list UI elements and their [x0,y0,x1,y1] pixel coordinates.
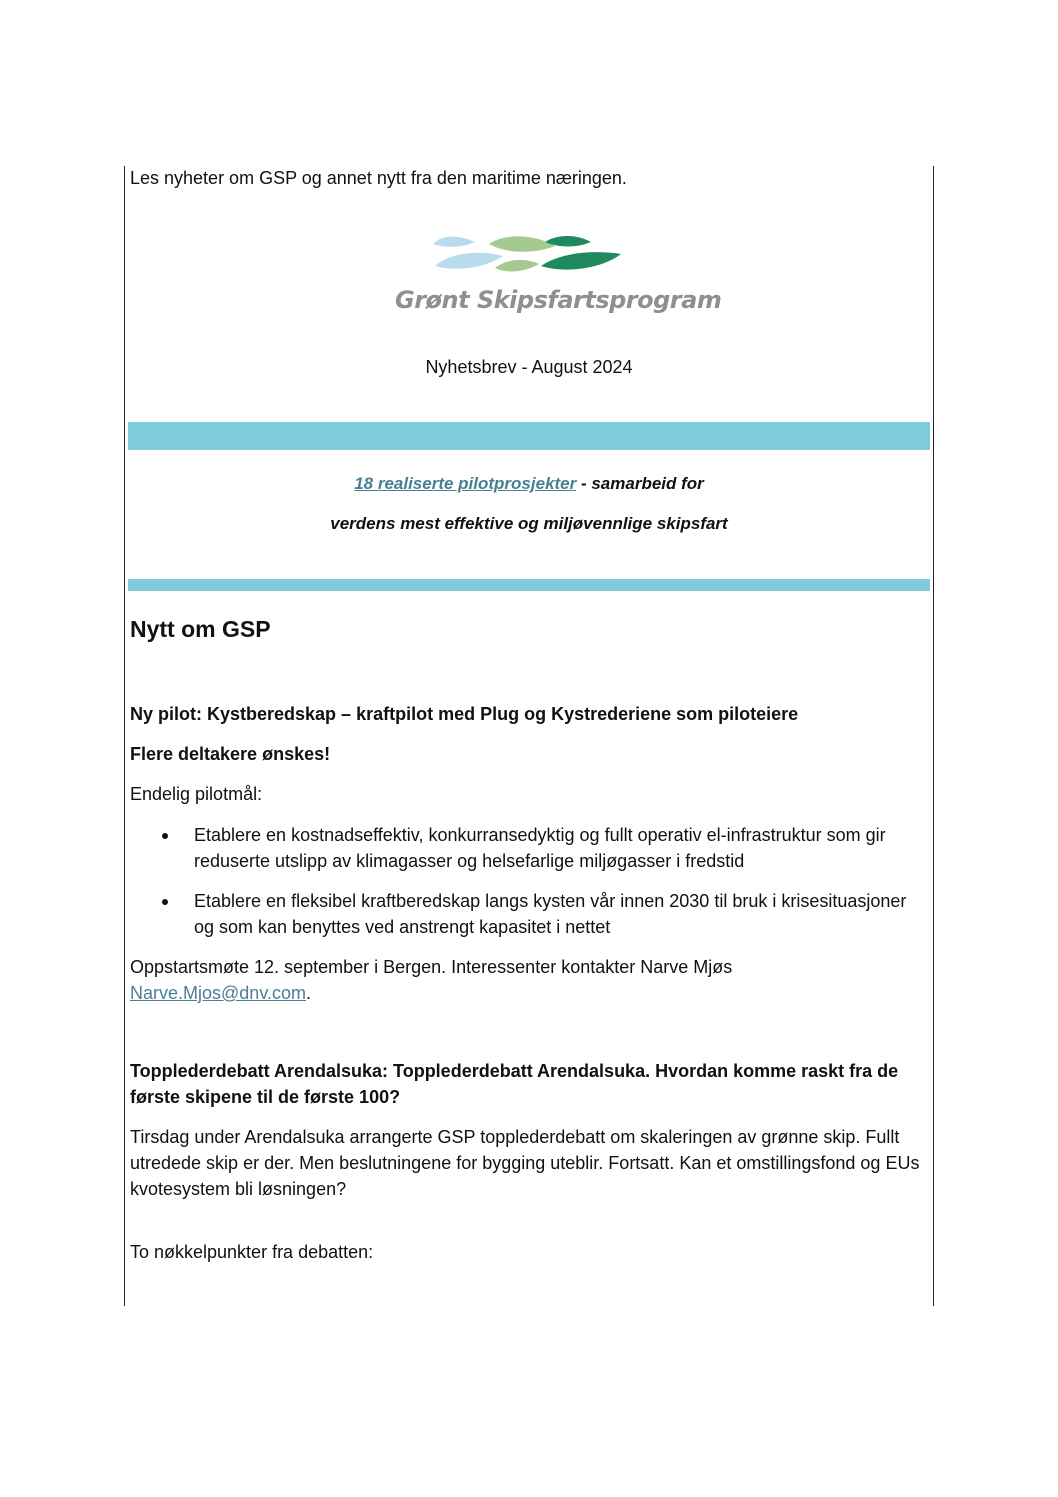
tagline-line-2: verdens mest effektive og miljøvennlige skipsfart [330,514,728,533]
goals-label: Endelig pilotmål: [130,784,263,804]
pilot-projects-link[interactable]: 18 realiserte pilotprosjekter [354,474,577,493]
section-title: Nytt om GSP [130,616,271,642]
tagline-line-1 [125,474,933,494]
tagline-rest: - samarbeid for [576,474,704,493]
contact-email-link[interactable]: Narve.Mjos@dnv.com [130,983,306,1003]
goals-list [130,822,930,954]
bottom-divider-band [128,579,930,591]
contact-suffix: . [305,983,311,1003]
bullet-icon [162,833,168,839]
intro-text: Les nyheter om GSP og annet nytt fra den maritime næringen. [130,168,627,188]
newsletter-date: Nyhetsbrev - August 2024 [425,357,633,377]
list-item [130,822,930,874]
article-2-body: Tirsdag under Arendalsuka arrangerte GSP topplederdebatt om skaleringen av grønne skip. Fullt utredede skip er der. Men beslutningene for bygging uteblir. Fortsatt. Kan et omstillingsfond og EUs kvotesystem bli løsningen? [130,1127,920,1199]
gsp-logo [395,232,722,322]
goal-text: Etablere en kostnadseffektiv, konkurransedyktig og fullt operativ el-infrastruktur som gir reduserte utslipp av klimagasser og helsefarlige miljøgasser i fredstid [194,825,886,871]
bullet-icon [162,899,168,905]
newsletter-frame [124,166,934,1306]
list-item [130,888,930,940]
wave-leaf-icon [395,232,665,288]
top-divider-band [128,422,930,450]
article-1-headline: Ny pilot: Kystberedskap – kraftpilot med Plug og Kystrederiene som piloteiere [130,704,799,724]
article-1-subheadline: Flere deltakere ønskes! [130,744,331,764]
meeting-text: Oppstartsmøte 12. september i Bergen. Interessenter kontakter Narve Mjøs [130,957,733,977]
logo-wordmark: Grønt Skipsfartsprogram [395,286,722,314]
article-2-headline: Topplederdebatt Arendalsuka: Topplederdebatt Arendalsuka. Hvordan komme raskt fra de første skipene til de første 100? [130,1061,899,1107]
goal-text: Etablere en fleksibel kraftberedskap langs kysten vår innen 2030 til bruk i krisesituasjoner og som kan benyttes ved anstrengt kapasitet i nettet [194,891,907,937]
meeting-paragraph [130,954,930,1006]
key-points-label: To nøkkelpunkter fra debatten: [130,1242,374,1262]
